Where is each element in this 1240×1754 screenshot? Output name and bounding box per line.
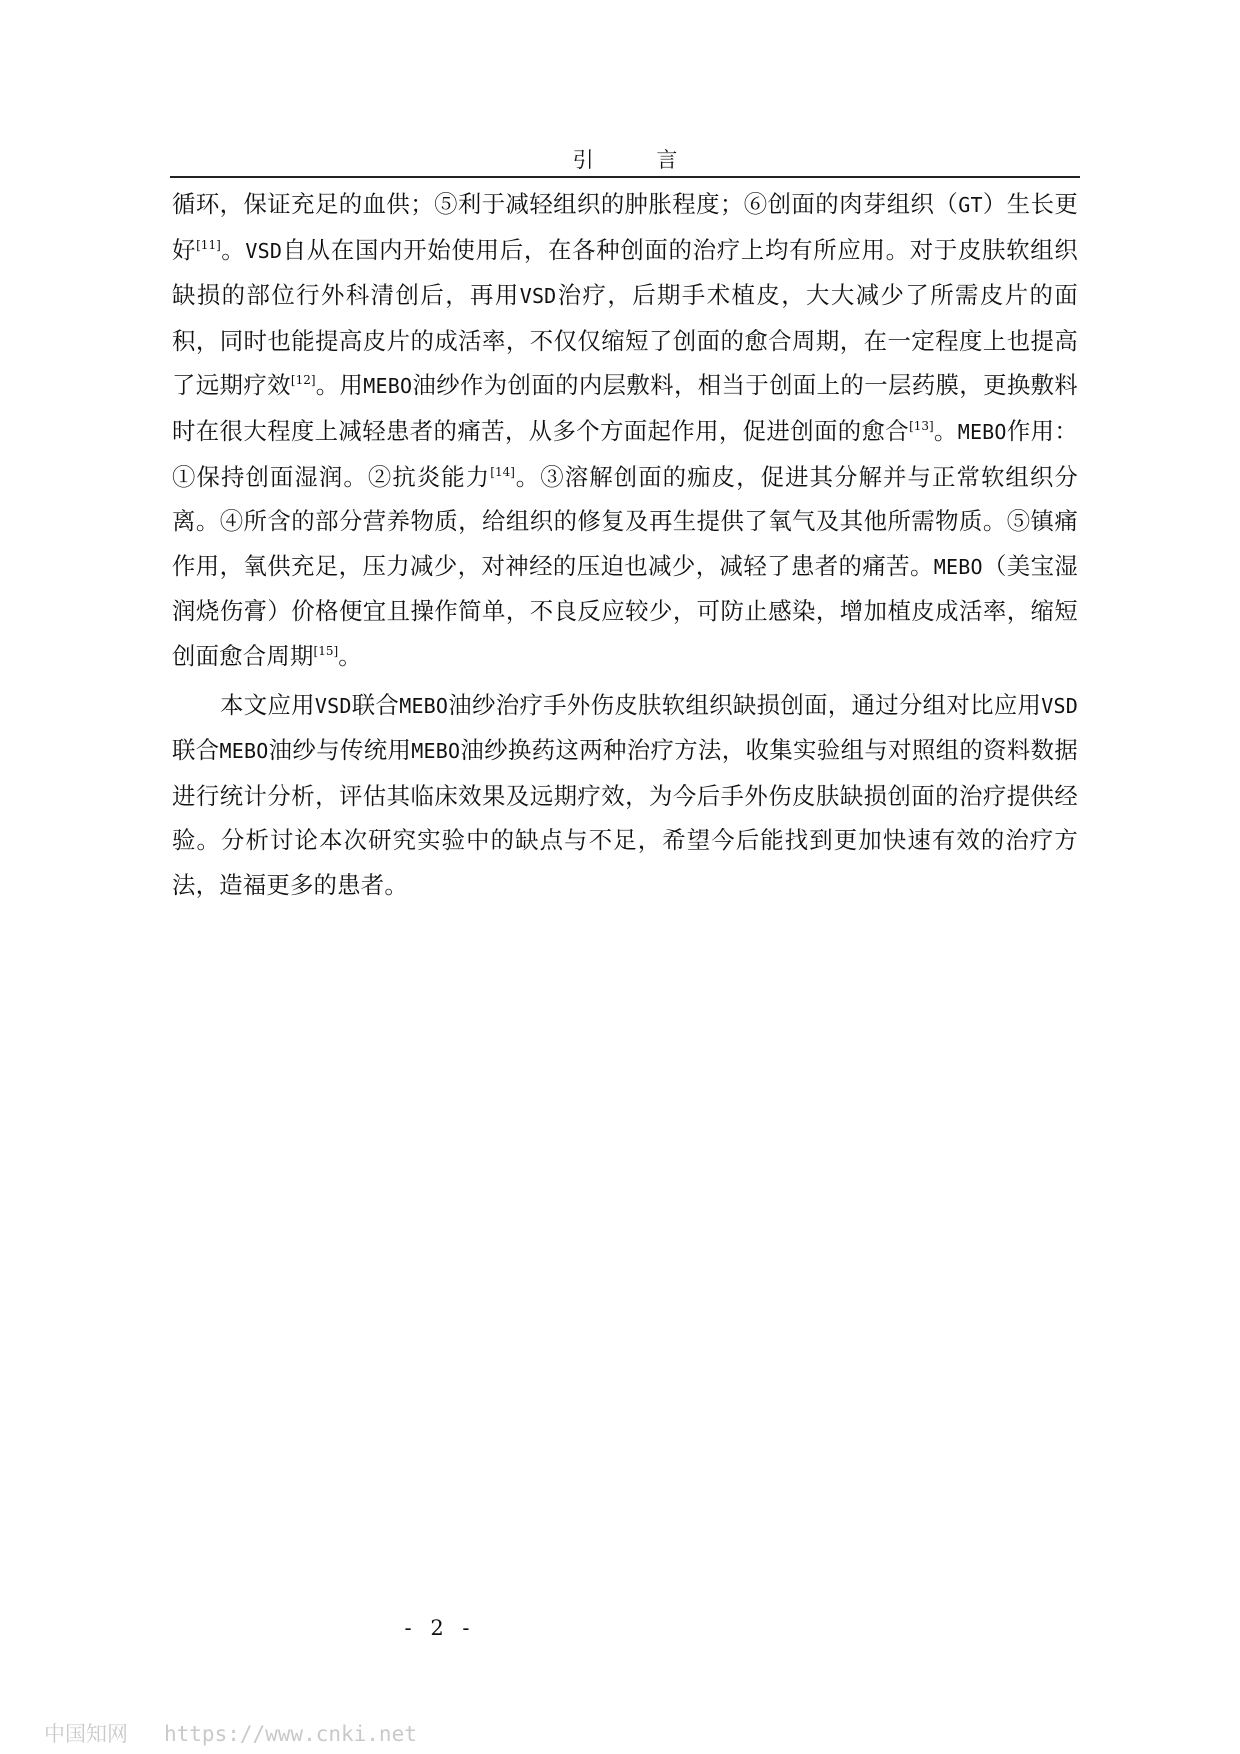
- text-run: 自从在国内开始使用后，在各种创面的治疗上均有所应用。对于皮肤软组织缺损的部位行外科清创后，再用: [172, 235, 1079, 310]
- citation-ref: [14]: [490, 464, 515, 479]
- text-run: 。③溶解创面的痂皮，促进其分解并与正常软组织分离。④所含的部分营养物质，给组织的修复及再生提供了氧气及其他所需物质。⑤镇痛作用，氧供充足，压力减少，对神经的压迫也减少，减轻了患者的痛苦。: [172, 462, 1078, 580]
- page-number: - 2 -: [404, 1616, 476, 1640]
- paragraph: [172, 683, 1078, 908]
- latin-term: VSD: [314, 693, 352, 718]
- text-run: ）生长更好: [172, 190, 1078, 264]
- text-run: 油纱与传统用: [268, 736, 412, 765]
- header-title: 引 言: [572, 148, 706, 172]
- text-run: 。: [338, 641, 362, 670]
- cnki-watermark: [44, 1718, 417, 1748]
- latin-term: MEBO: [363, 374, 413, 399]
- latin-term: VSD: [245, 238, 283, 263]
- text-run: 油纱作为创面的内层敷料，相当于创面上的一层药膜，更换敷料时在很大程度上减轻患者的痛苦，从多个方面起作用，促进创面的愈合: [172, 371, 1078, 445]
- citation-ref: [15]: [313, 644, 339, 659]
- text-run: 油纱换药这两种治疗方法，收集实验组与对照组的资料数据进行统计分析，评估其临床效果及远期疗效，为今后手外伤皮肤缺损创面的治疗提供经验。分析讨论本次研究实验中的缺点与不足，希望今后能找到更加快速有效的治疗方法，造福更多的患者。: [172, 736, 1079, 899]
- text-run: 循环，保证充足的血供；⑤利于减轻组织的肿胀程度；⑥创面的肉芽组织（: [172, 190, 959, 218]
- citation-ref: [12]: [290, 373, 316, 388]
- text-run: 。: [220, 235, 246, 264]
- latin-term: MEBO: [957, 419, 1007, 444]
- text-run: 联合: [172, 736, 220, 765]
- latin-term: VSD: [519, 284, 557, 309]
- text-run: 治疗，后期手术植皮，大大减少了所需皮片的面积，同时也能提高皮片的成活率，不仅仅缩短了创面的愈合周期，在一定程度上也提高了远期疗效: [172, 281, 1078, 400]
- text-run: （美宝湿润烧伤膏）价格便宜且操作简单，不良反应较少，可防止感染，增加植皮成活率，缩短创面愈合周期: [172, 551, 1078, 670]
- citation-ref: [13]: [909, 419, 934, 434]
- text-run: 油纱治疗手外伤皮肤软组织缺损创面，通过分组对比应用: [448, 690, 1042, 719]
- citation-ref: [11]: [196, 237, 221, 252]
- latin-term: MEBO: [399, 693, 449, 718]
- latin-term: MEBO: [219, 739, 269, 764]
- text-run: 。用: [315, 371, 364, 400]
- watermark-url: https://www.cnki.net: [164, 1722, 417, 1746]
- latin-term: GT: [958, 193, 983, 217]
- body-text: [172, 182, 1078, 908]
- running-header: [170, 146, 1080, 178]
- text-run: 本文应用: [220, 690, 315, 719]
- paragraph: [172, 182, 1078, 679]
- watermark-brand: 中国知网: [44, 1722, 128, 1746]
- latin-term: VSD: [1041, 693, 1079, 718]
- latin-term: MEBO: [933, 554, 983, 579]
- text-run: 。: [933, 416, 958, 445]
- text-run: 作用：①保持创面湿润。②抗炎能力: [172, 416, 1079, 491]
- text-run: 联合: [351, 690, 400, 719]
- latin-term: MEBO: [411, 739, 461, 764]
